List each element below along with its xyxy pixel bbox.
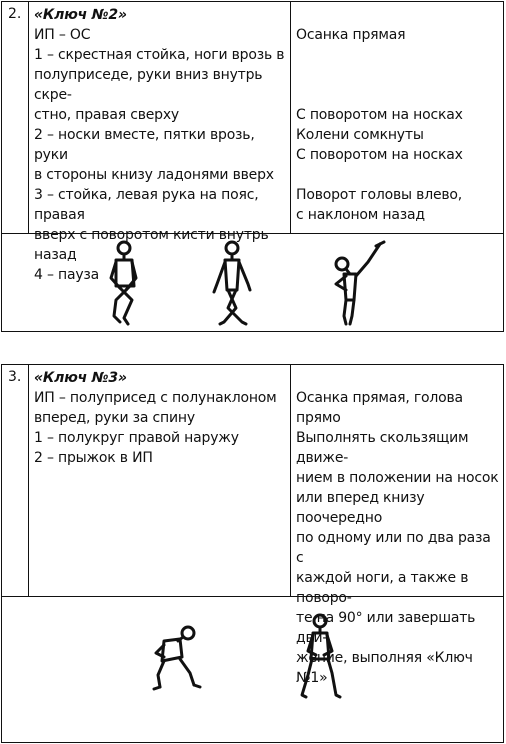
key2-notes [296,25,501,225]
key2-line-3: стно, правая сверху [34,107,180,123]
key3-col-divider [290,365,291,596]
key3-number: 3. [8,369,22,385]
key3-figure-1 [150,623,208,693]
key3-table [1,364,504,743]
key2-number: 2. [8,6,22,22]
key3-note-4: по одному или по два раза с [296,530,491,566]
key2-note-5: с наклоном назад [296,207,425,223]
key2-line-6: 3 – стойка, левая рука на пояс, правая [34,187,259,223]
key3-note-6: те на 90° или завершать дви- [296,610,476,646]
key2-note-1: С поворотом на носках [296,107,463,123]
key2-note-3: С поворотом на носках [296,147,463,163]
key2-col-divider [290,2,291,233]
key3-note-0: Осанка прямая, голова прямо [296,390,463,426]
key3-note-7: жение, выполняя «Ключ №1» [296,650,473,686]
key2-line-7: вверх с поворотом кисти внутрь назад [34,227,269,263]
key2-table [1,1,504,332]
key3-line-3: 2 – прыжок в ИП [34,450,153,466]
key2-num-divider [28,2,29,233]
key3-description [34,368,286,468]
key2-figure-2 [208,238,258,330]
key3-note-2: нием в положении на носок [296,470,499,486]
key2-line-1: 1 – скрестная стойка, ноги врозь в [34,47,285,63]
key2-line-5: в стороны книзу ладонями вверх [34,167,274,183]
key2-note-2: Колени сомкнуты [296,127,424,143]
key3-note-5: каждой ноги, а также в поворо- [296,570,469,606]
key3-num-divider [28,365,29,596]
key2-line-4: 2 – носки вместе, пятки врозь, руки [34,127,255,163]
key2-title: «Ключ №2» [34,7,127,23]
key2-note-0: Осанка прямая [296,27,406,43]
key2-line-0: ИП – ОС [34,27,91,43]
key2-note-4: Поворот головы влево, [296,187,463,203]
key3-line-2: 1 – полукруг правой наружу [34,430,239,446]
key2-figure-3 [324,236,388,330]
key2-line-2: полуприседе, руки вниз внутрь скре- [34,67,263,103]
key3-line-1: вперед, руки за спину [34,410,195,426]
key3-line-0: ИП – полуприсед с полунаклоном [34,390,277,406]
key3-note-1: Выполнять скользящим движе- [296,430,469,466]
key3-figure-2 [296,611,346,703]
key3-note-3: или вперед книзу поочередно [296,490,425,526]
key2-line-8: 4 – пауза [34,267,100,283]
key2-figure-1 [102,238,152,328]
key3-title: «Ключ №3» [34,370,127,386]
